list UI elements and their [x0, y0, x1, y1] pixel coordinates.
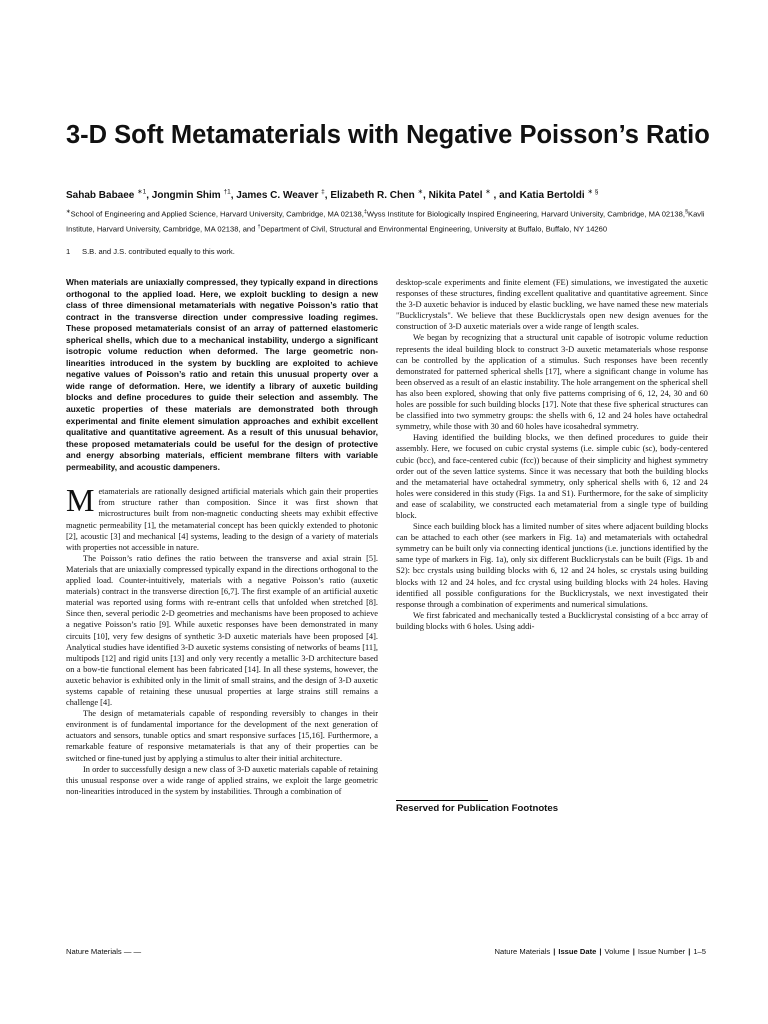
- paragraph: We first fabricated and mechanically tested a Bucklicrystal consisting of a bcc array of building blocks with 6 holes. Using addi-: [396, 610, 708, 631]
- footer-pages: 1–5: [693, 947, 706, 956]
- paragraph: In order to successfully design a new class of 3-D auxetic materials capable of retaining this unusual response over a wide range of applied strains, we exploit the large geometric non-linearities introduced in the system by instabilities. Through a combination of: [66, 764, 378, 796]
- author: Sahab Babaee $^{∗1}$,: [66, 189, 152, 202]
- footnote-divider: [396, 800, 488, 801]
- right-column: [396, 277, 708, 632]
- footnote-area: [396, 800, 708, 814]
- equal-contribution-note: 1 S.B. and J.S. contributed equally to this work.: [66, 247, 235, 256]
- footer-right: Nature Materials | Issue Date | Volume | Issue Number | 1–5: [494, 947, 706, 956]
- author: Elizabeth R. Chen ∗,: [330, 189, 429, 202]
- paper-title: 3-D Soft Metamaterials with Negative Poisson’s Ratio: [66, 121, 710, 149]
- footer-issue-number: Issue Number: [637, 947, 686, 956]
- paragraph: Having identified the building blocks, we then defined procedures to guide their assembly. Here, we focused on cubic crystal systems (i.e. simple cubic (sc), body-centered cubic (bcc), and face-centered cubic (fcc)) because of their simplicity and highest symmetry order out of the seven lattice systems. Since it was necessary that both the building blocks and the metamaterial have octahedral symmetry, only spherical shells with 6, 12 and 24 holes were considered in this study (Figs. 1a and S1). Furthermore, for the sake of simplicity and ease of scalability, we constructed each metamaterial from a single type of building block.: [396, 433, 708, 520]
- author: Nikita Patel ∗ , and: [428, 189, 520, 202]
- author: Katia Bertoldi ∗ §: [519, 189, 599, 202]
- footer-journal: Nature Materials: [494, 947, 551, 956]
- body-text-left: [66, 482, 378, 797]
- left-column: [66, 277, 378, 797]
- author: Jongmin Shim $^{\dagger 1}$,: [151, 189, 237, 202]
- abstract: When materials are uniaxially compressed, they typically expand in directions orthogonal to the applied load. Here, we exploit buckling to design a new class of three dimensional metamaterials with negative Poisson’s ratio that contract in the transverse direction under compressive loading regimes. These proposed metamaterials consist of an array of patterned elastomeric spherical shells, which due to a mechanical instability, undergo a significant isotropic volume reduction when deformed. The large geometric non-linearities introduced in the system by buckling are exploited to achieve negative values of Poisson’s ratio and retain this unusual property over a wide range of deformation. Here, we identify a library of auxetic building blocks and define procedures to guide their selection and assembly. The auxetic properties of these materials are demonstrated both through experimental and finite element simulation approaches and exhibit excellent qualitative and quantitative agreement. As a result of this unusual behavior, these proposed metamaterials could be useful for the design of protective and energy absorbing materials, efficient membrane filters with variable permeability, and acoustic dampeners.: [66, 277, 378, 472]
- paragraph: Metamaterials are rationally designed artificial materials which gain their properties from structure rather than composition. Since it was first shown that microstructures built from non-magnetic conducting sheets may exhibit effective magnetic permeability [1], the metamaterial concept has been quickly extended to photonic [2], acoustic [3] and mechanical [4] systems, leading to the design of a variety of materials with properties not accessible in nature.: [66, 482, 378, 552]
- paragraph: Since each building block has a limited number of sites where adjacent building blocks can be attached to each other (see markers in Fig. 1a) and metamaterials with octahedral symmetry can be built only via connecting identical junctions (i.e. junctions identified by the same type of markers in Fig. 1a), only six different Bucklicrystals can be built (Figs. 1b and S2): bcc crystals using building blocks with 6, 12 and 24 holes, sc crystals using building blocks with 12 and 24 holes, and fcc crystal using building blocks with 24 holes. Having identified all possible configurations for the Bucklicrystals, we next investigated their response through a combination of experiments and numerical simulations.: [396, 522, 708, 609]
- paragraph: The Poisson’s ratio defines the ratio between the transverse and axial strain [5]. Materials that are uniaxially compressed typically expand in the directions orthogonal to the applied load. Counter-intuitively, materials with a negative Poisson’s ratio (auxetic materials) contract in the transverse direction [6,7]. The first example of an artificial auxetic material was reported using forms with re-entrant cells that unfolded when stretched [8]. Since then, several periodic 2-D geometries and mechanisms have been proposed to achieve a negative Poisson’s ratio [9]. While auxetic responses have been demonstrated in many circuits [10], very few designs of synthetic 3-D auxetic materials have been proposed [4]. Analytical studies have identified 3-D auxetic systems consisting of networks of beams [11], multipods [12] and rigid units [13] and only very recently a metallic 3-D architecture based on a bow-tie functional element has been fabricated [14]. In all these systems, however, the auxetic behavior is exhibited only in the limit of small strains, and the design of 3-D auxetic systems capable of retaining these unusual properties at large strains still remains a challenge [4].: [66, 553, 378, 708]
- author: James C. Weaver ‡,: [236, 189, 331, 202]
- drop-cap: M: [66, 482, 95, 519]
- footer-issue-date: Issue Date: [558, 947, 597, 956]
- paragraph: The design of metamaterials capable of responding reversibly to changes in their environment is of fundamental importance for the development of the next generation of actuators and sensors, tunable optics and smart responsive surfaces [15,16]. Furthermore, a remarkable feature of responsive metamaterials is that any of their properties can be switched or fine-tuned just by applying a stimulus to alter their initial architecture.: [66, 709, 378, 763]
- author-list: [66, 188, 726, 201]
- footnote-label: Reserved for Publication Footnotes: [396, 803, 559, 814]
- paragraph: desktop-scale experiments and finite element (FE) simulations, we investigated the auxetic responses of these structures, finding excellent qualitative and quantitative agreement. Since the 3-D auxetic behavior is induced by elastic buckling, we have named these new materials "Bucklicrystals". We believe that these Bucklicrystals open new design avenues for the construction of 3-D auxetic materials over a wide range of length scales.: [396, 278, 708, 332]
- affiliations: ∗School of Engineering and Applied Science, Harvard University, Cambridge, MA 02138,‡Wyss Institute for Biologically Inspired Engineering, Harvard University, Cambridge, MA 02138,§Kavli Institute, Harvard University, Cambridge, MA 02138, and †Department of Civil, Structural and Environmental Engineering, University at Buffalo, Buffalo, NY 14260: [66, 209, 705, 234]
- footer-left: Nature Materials — —: [66, 947, 142, 956]
- footer-volume: Volume: [604, 947, 630, 956]
- paragraph: We began by recognizing that a structural unit capable of isotropic volume reduction represents the ideal building block to construct 3-D auxetic metamaterials whose response can be controlled by the application of a stimulus. Such responses have been recently demonstrated for patterned spherical shells [17], where a significant change in volume has been observed as a result of an elastic instability. The hole arrangement on the spherical shell has also been explored, showing that only five patterns comprising of 6, 12, 24, 30 and 60 holes are possible for such building blocks [17]. Note that these five spherical structures can be classified into two symmetry groups: the shells with 6, 12 and 24 holes have octahedral symmetry, while those with 30 and 60 holes have icosahedral symmetry.: [396, 333, 708, 432]
